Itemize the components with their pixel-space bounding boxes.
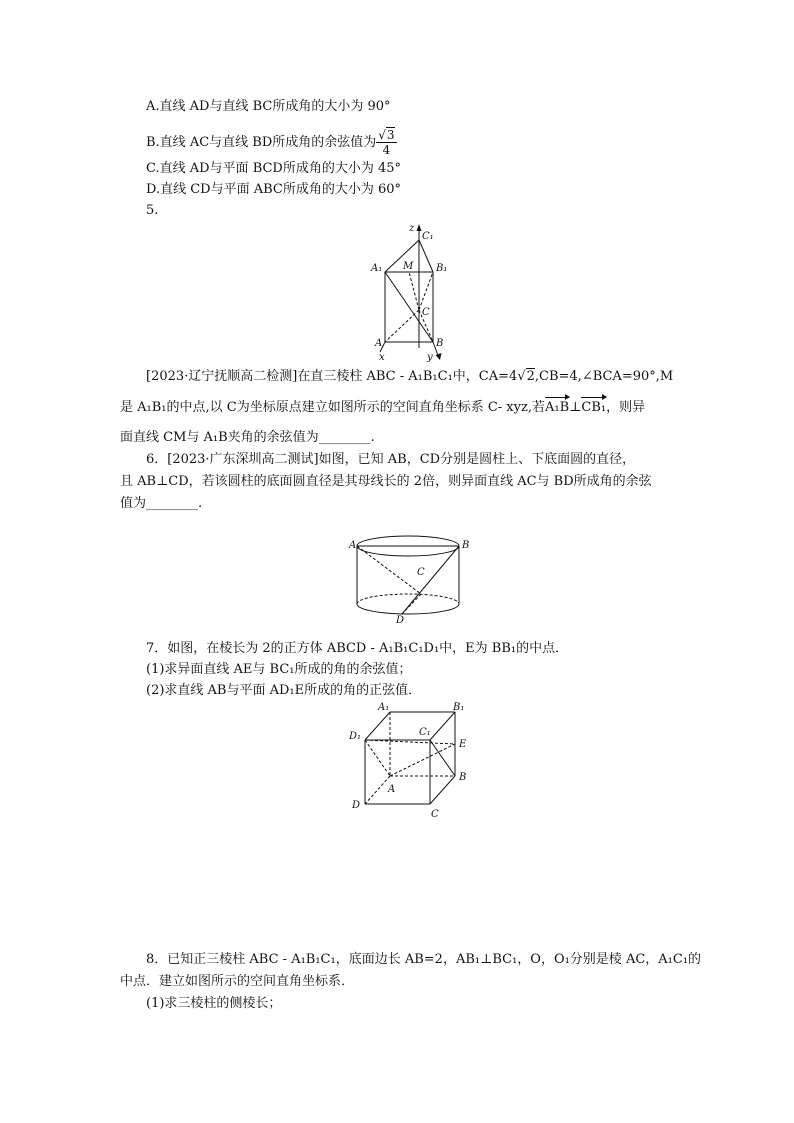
label-a1: A₁ (371, 263, 383, 274)
question-5-line-2 (120, 399, 645, 417)
segment-ac (357, 546, 421, 594)
segment-cb1 (419, 272, 433, 310)
question-8-line-1: 8．已知正三棱柱 ABC - A₁B₁C₁，底面边长 AB=2，AB₁⊥BC₁，O，O₁分别是棱 AC，A₁C₁的 (146, 952, 702, 967)
vector-cb1: CB₁ (581, 400, 607, 415)
edge-b1c1 (430, 712, 455, 740)
label-b1: B₁ (453, 702, 465, 713)
segment-cm (409, 272, 419, 310)
question-8-sub-1: (1)求三棱柱的侧棱长； (146, 996, 282, 1011)
segment-c1b (430, 740, 455, 776)
label-b1: B₁ (436, 263, 448, 274)
fraction-numerator: 3 (386, 128, 395, 142)
label-b: B (462, 540, 470, 551)
label-d: D (396, 615, 405, 625)
segment-ae (390, 744, 455, 776)
q5-line2-part-a: 是 A₁B₁的中点,以 C为坐标原点建立如图所示的空间直角坐标系 C- xyz,若 (120, 400, 545, 415)
perpendicular-symbol: ⊥ (569, 400, 582, 415)
fraction-denominator: 4 (382, 143, 391, 157)
segment-d1e (365, 740, 455, 744)
label-c: C (422, 307, 430, 318)
option-b-text: B.直线 AC与直线 BD所成角的余弦值为 (146, 135, 377, 150)
label-c: C (417, 567, 425, 578)
option-b (146, 128, 397, 157)
label-m: M (403, 261, 414, 272)
question-7-sub-2: (2)求直线 AB与平面 AD₁E所成的角的正弦值． (146, 683, 422, 698)
option-b-fraction: $\frac{√3}{4}$ (378, 128, 395, 157)
label-x: x (379, 352, 385, 362)
edge-b1c1 (419, 240, 433, 272)
edge-a1c1 (385, 240, 419, 272)
option-a: A.直线 AD与直线 BC所成角的大小为 90° (146, 99, 391, 114)
cube-figure (345, 700, 480, 820)
question-6-line-2: 且 AB⊥CD，若该圆柱的底面圆直径是其母线长的 2倍，则异面直线 AC与 BD所成角的余弦 (120, 474, 652, 489)
question-8-line-2: 中点．建立如图所示的空间直角坐标系． (120, 974, 355, 989)
question-5-number: 5. (146, 203, 159, 218)
label-a: A (349, 540, 357, 551)
option-d: D.直线 CD与平面 ABC所成角的大小为 60° (146, 182, 402, 197)
label-a: A (388, 784, 396, 795)
question-6-line-1: 6．[2023·广东深圳高二测试]如图，已知 AB，CD分别是圆柱上、下底面圆的直径， (146, 452, 636, 467)
bottom-back-arc (357, 594, 459, 604)
edge-ad (365, 776, 390, 804)
question-6-line-3: 值为________. (120, 496, 203, 511)
z-axis-arrow (417, 224, 422, 231)
edge-cb (430, 776, 455, 804)
q5-line1-part-a: [2023·辽宁抚顺高二检测]在直三棱柱 ABC - A₁B₁C₁中，CA=4 (146, 369, 518, 384)
question-7-sub-1: (1)求异面直线 AE与 BC₁所成的角的余弦值； (146, 662, 412, 677)
prism-figure (365, 222, 455, 362)
option-c: C.直线 AD与平面 BCD所成角的大小为 45° (146, 161, 402, 176)
label-b: B (459, 772, 467, 783)
question-5-line-3: 面直线 CM与 A₁B夹角的余弦值为________. (120, 430, 375, 445)
label-a: A (375, 338, 383, 349)
label-d1: D₁ (349, 731, 362, 742)
question-7-line-1: 7．如图，在棱长为 2的正方体 ABCD - A₁B₁C₁D₁中，E为 BB₁的中点． (146, 641, 569, 656)
y-axis-arrow (436, 353, 442, 360)
q5-line1-part-b: ,CB=4,∠BCA=90°,M (534, 369, 674, 384)
segment-ad1 (365, 740, 390, 776)
label-e: E (459, 739, 467, 750)
question-5-line-1: [2023·辽宁抚顺高二检测]在直三棱柱 ABC - A₁B₁C₁中，CA=4√2,CB=4,∠BCA=90°,M (146, 369, 674, 384)
label-c1: C₁ (422, 231, 434, 242)
vector-a1b: A₁B (544, 400, 570, 415)
edge-a1d1 (365, 712, 390, 740)
cylinder-figure (345, 530, 475, 625)
label-b: B (436, 338, 444, 349)
bottom-front-arc (357, 604, 459, 614)
label-d: D (352, 800, 361, 811)
edge-ca (385, 310, 419, 342)
label-a1: A₁ (378, 702, 390, 713)
label-z: z (409, 223, 415, 234)
label-c1: C₁ (419, 727, 431, 738)
q5-line2-part-b: ，则异 (606, 400, 646, 415)
label-y: y (427, 352, 433, 362)
label-c: C (431, 809, 439, 820)
q5-sqrt-value: 2 (526, 369, 535, 384)
